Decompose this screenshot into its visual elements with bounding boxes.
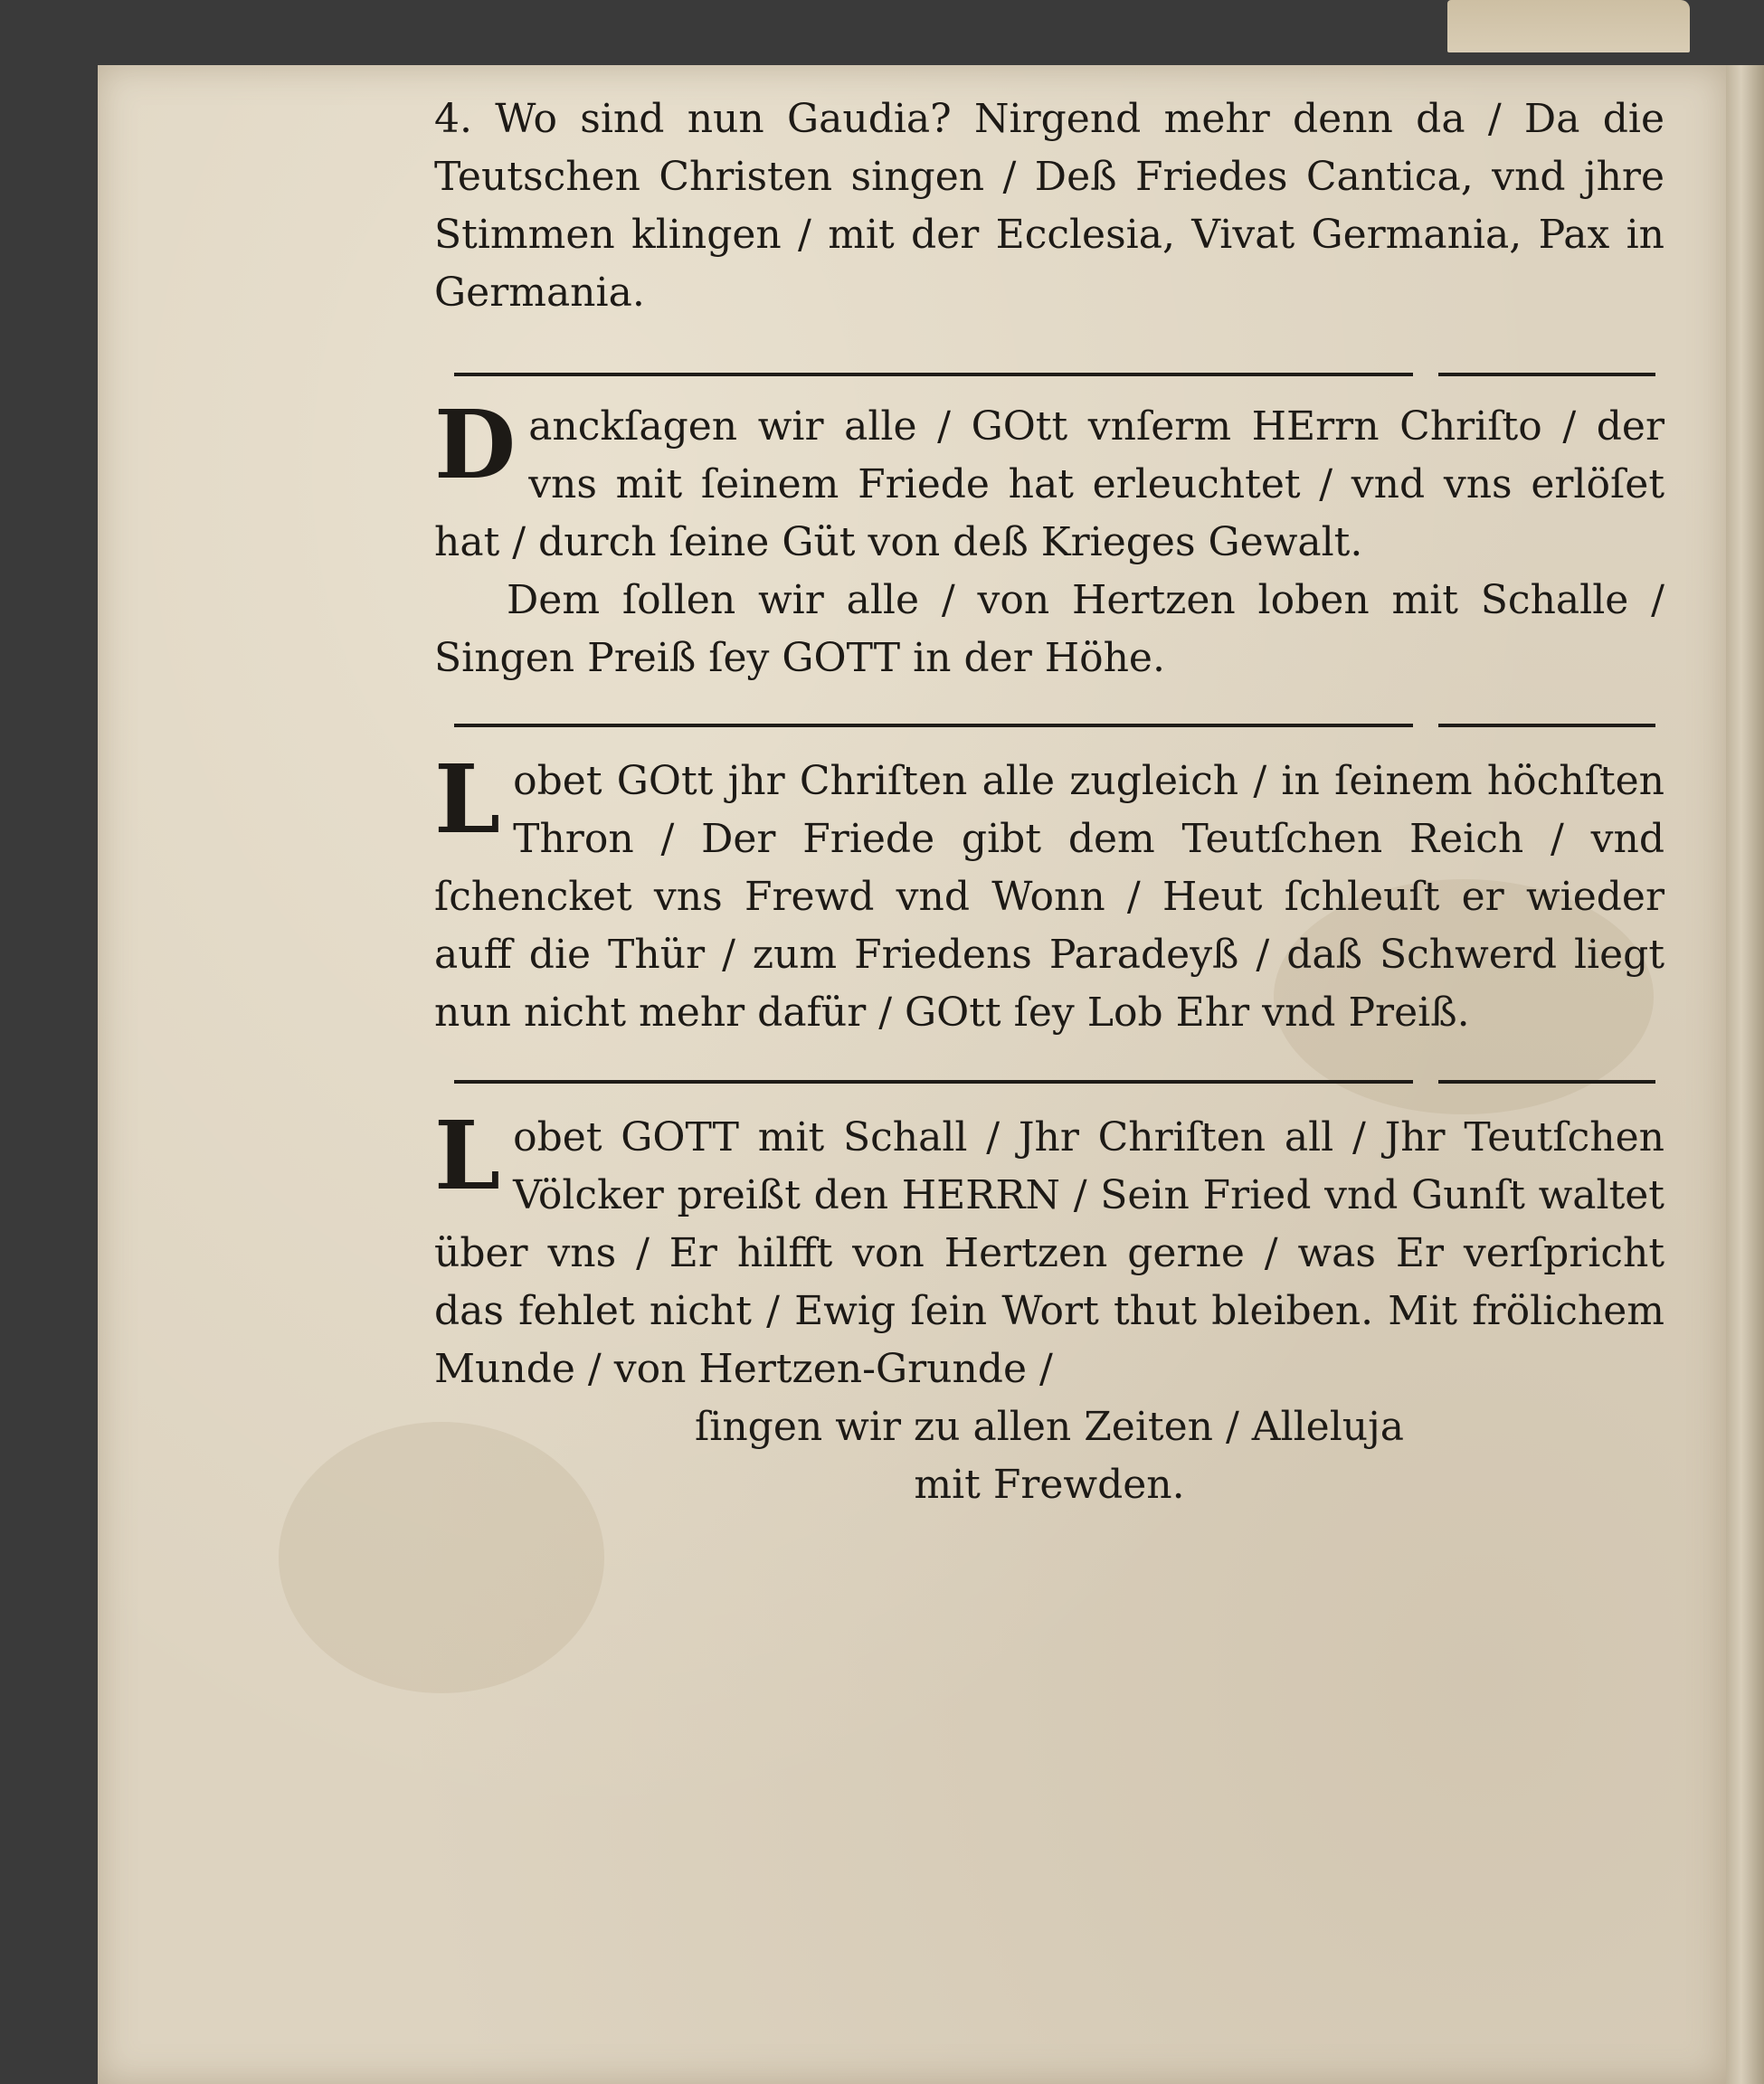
hymn-refrain: Dem ſollen wir alle / von Hertzen loben mit Schalle / Singen Preiß ſey GOTT in der Höhe. bbox=[434, 577, 1664, 681]
paper-tab-fragment bbox=[1447, 0, 1690, 52]
hymn-lobet-gott-mit-schall bbox=[434, 1100, 1664, 1398]
hymn-text: obet GOtt jhr Chriſten alle zugleich / in ſeinem höchſten Thron / Der Friede gibt dem Teutſchen Reich / vnd ſchencket vns Frewd vnd Wonn / Heut ſchleuſt er wieder auff die Thür / zum Friedens Paradeyß / daß Schwerd liegt nun nicht mehr dafür / GOtt ſey Lob Ehr vnd Preiß. bbox=[434, 758, 1664, 1036]
divider-line bbox=[1438, 1080, 1655, 1084]
closing-line: mit Frewden. bbox=[914, 1462, 1185, 1508]
drop-cap: L bbox=[434, 744, 501, 855]
hymn-verse: anckſagen wir alle / GOtt vnſerm HErrn Chriſto / der vns mit ſeinem Friede hat erleuchtet / vnd vns erlöſet hat / durch ſeine Güt von deß Krieges Gewalt. bbox=[434, 403, 1664, 565]
divider-line bbox=[454, 724, 1413, 727]
stanza-4 bbox=[434, 90, 1664, 322]
divider-line bbox=[1438, 724, 1655, 727]
hymn-lobet-gott-zugleich bbox=[434, 744, 1664, 1042]
stanza-number: 4. bbox=[434, 96, 472, 142]
drop-cap: L bbox=[434, 1100, 501, 1211]
page-right-edge bbox=[1726, 65, 1764, 2084]
drop-cap: D bbox=[434, 389, 517, 500]
divider-line bbox=[1438, 373, 1655, 376]
hymn-text: obet GOTT mit Schall / Jhr Chriſten all / Jhr Teutſchen Völcker preißt den HERRN / Sein Fried vnd Gunſt waltet über vns / Er hilfft von Hertzen gerne / was Er verſpricht das fehlet nicht / Ewig ſein Wort thut bleiben. Mit frölichem Munde / von Hertzen-Grunde / bbox=[434, 1114, 1664, 1392]
section-divider bbox=[434, 1069, 1664, 1096]
text-area bbox=[434, 90, 1664, 1514]
hymn-dancksagen bbox=[434, 389, 1664, 687]
divider-line bbox=[454, 373, 1413, 376]
stanza-text: Wo sind nun Gaudia? Nirgend mehr denn da / Da die Teutschen Christen singen / Deß Friedes Cantica, vnd jhre Stimmen klingen / mit der Ecclesia, Vivat Germania, Pax in Germania. bbox=[434, 96, 1664, 316]
section-divider bbox=[434, 713, 1664, 740]
section-divider bbox=[434, 362, 1664, 389]
divider-line bbox=[454, 1080, 1413, 1084]
closing-line: ſingen wir zu allen Zeiten / Alleluja bbox=[694, 1404, 1404, 1450]
